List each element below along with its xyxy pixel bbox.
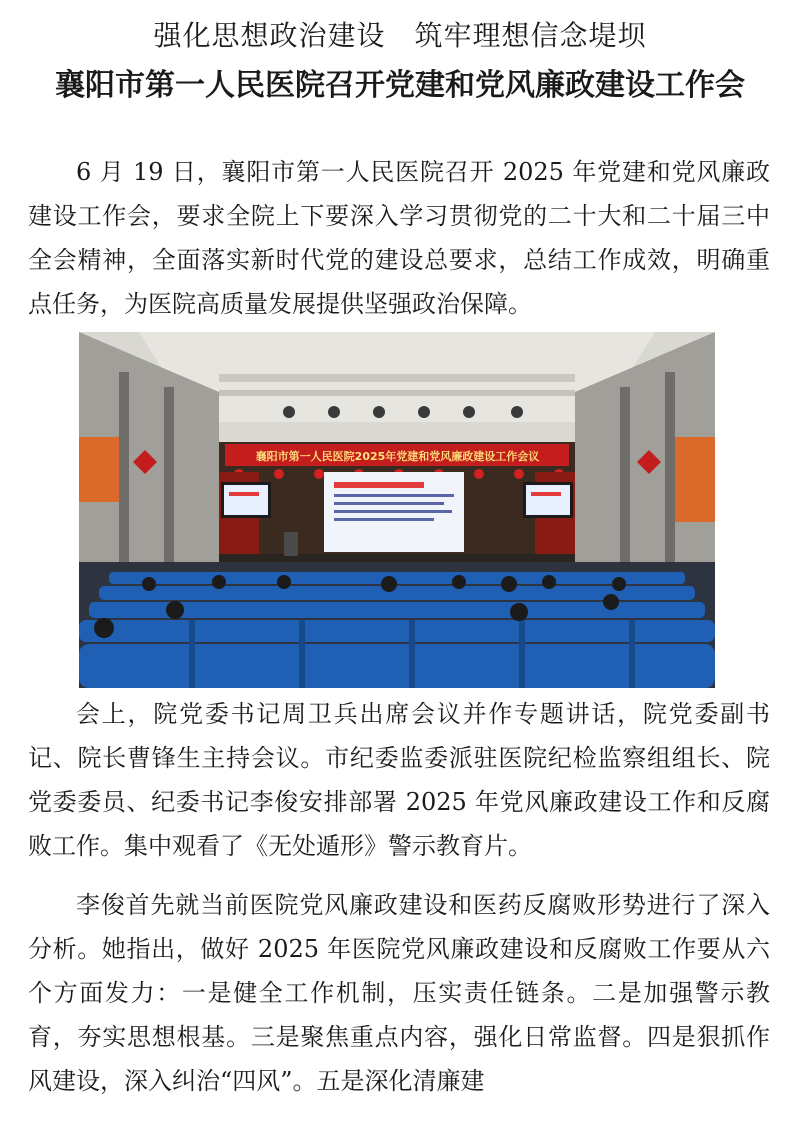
article-paragraph-3: 李俊首先就当前医院党风廉政建设和医药反腐败形势进行了深入分析。她指出，做好 2025 年医院党风廉政建设和反腐败工作要从六个方面发力：一是健全工作机制，压实责任链条。二是加强警示教育，夯实思想根基。三是聚焦重点内容，强化日常监督。四是狠抓作风建设，深入纠治“四风”。五是深化清廉建 xyxy=(28,891,770,1095)
stage-banner-text: 襄阳市第一人民医院2025年党建和党风廉政建设工作会议 xyxy=(255,450,540,463)
article-subtitle: 强化思想政治建设 筑牢理想信念堤坝 xyxy=(153,19,647,52)
article-paragraph-1: 6 月 19 日，襄阳市第一人民医院召开 2025 年党建和党风廉政建设工作会，要求全院上下要深入学习贯彻党的二十大和二十届三中全会精神，全面落实新时代党的建设总要求，总结工作成效，明确重点任务，为医院高质量发展提供坚强政治保障。 xyxy=(28,158,770,318)
article-paragraph-2: 会上，院党委书记周卫兵出席会议并作专题讲话，院党委副书记、院长曹锋生主持会议。市纪委监委派驻医院纪检监察组组长、院党委委员、纪委书记李俊安排部署 2025 年党风廉政建设工作和反腐败工作。集中观看了《无处遁形》警示教育片。 xyxy=(28,700,770,860)
article-title: 襄阳市第一人民医院召开党建和党风廉政建设工作会 xyxy=(55,68,745,103)
meeting-hall-photo xyxy=(79,332,715,688)
